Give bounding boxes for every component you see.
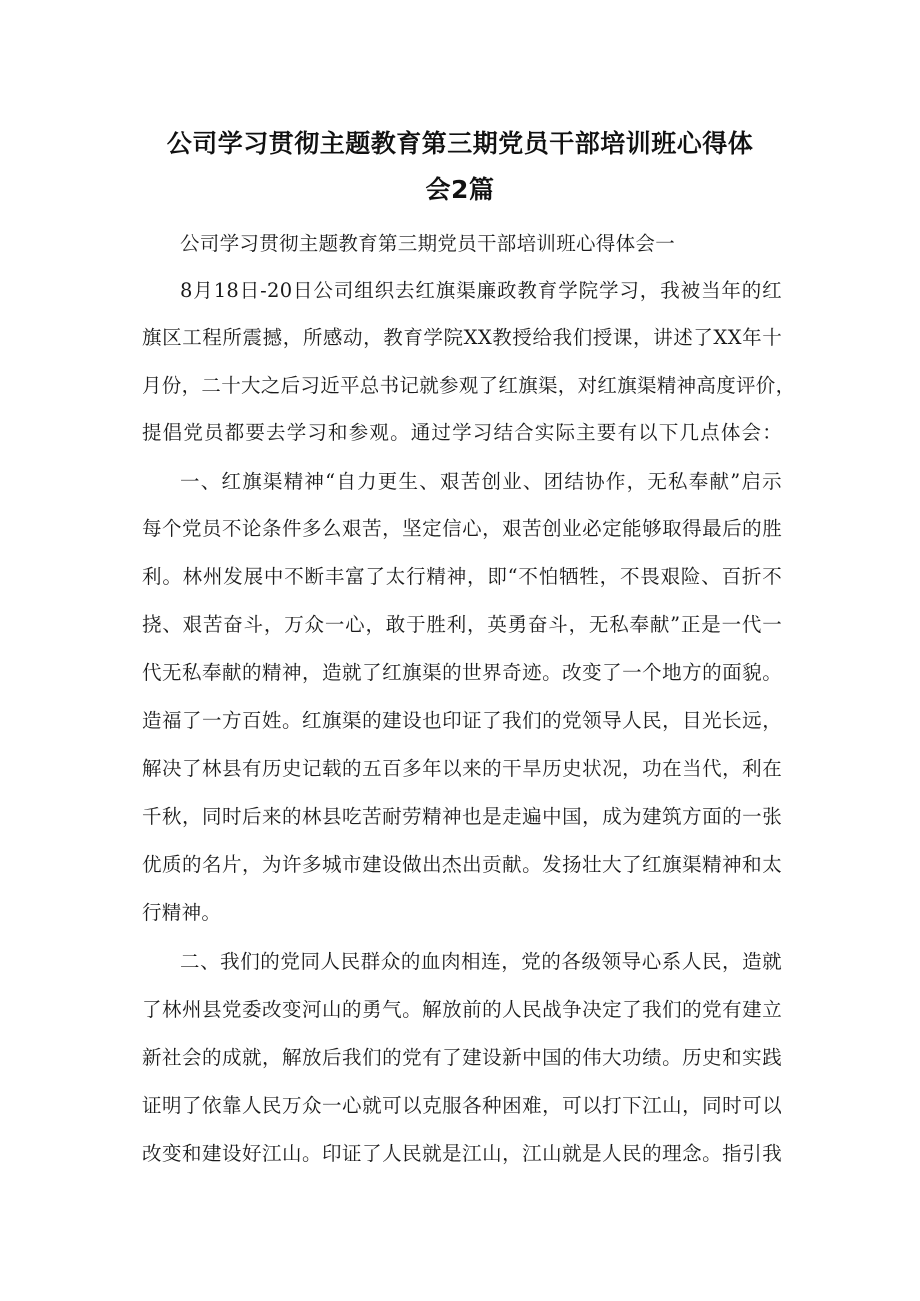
body-line: 每个党员不论条件多么艰苦，坚定信心，艰苦创业必定能够取得最后的胜: [142, 517, 782, 540]
body-line: 旗区工程所震撼，所感动，教育学院XX教授给我们授课，讲述了XX年十: [142, 326, 782, 349]
body-line: 提倡党员都要去学习和参观。通过学习结合实际主要有以下几点体会：: [142, 421, 782, 444]
body-line: 利。林州发展中不断丰富了太行精神，即“不怕牺牲，不畏艰险、百折不: [142, 565, 782, 588]
body-line: 行精神。: [142, 901, 222, 924]
body-line: 优质的名片，为许多城市建设做出杰出贡献。发扬壮大了红旗渠精神和太: [142, 853, 782, 876]
body-line: 解决了林县有历史记载的五百多年以来的干旱历史状况，功在当代，利在: [142, 757, 782, 780]
body-line: 挠、艰苦奋斗，万众一心，敢于胜利，英勇奋斗，无私奉献”正是一代一: [142, 613, 782, 636]
body-line: 代无私奉献的精神，造就了红旗渠的世界奇迹。改变了一个地方的面貌。: [142, 661, 782, 684]
body-line: 造福了一方百姓。红旗渠的建设也印证了我们的党领导人民，目光长远，: [142, 709, 782, 732]
document-title-line-1: 公司学习贯彻主题教育第三期党员干部培训班心得体: [166, 129, 754, 158]
body-line: 8月18日-20日公司组织去红旗渠廉政教育学院学习，我被当年的红: [180, 279, 782, 302]
document-title-line-2: 会2篇: [425, 175, 495, 204]
body-line: 改变和建设好江山。印证了人民就是江山，江山就是人民的理念。指引我: [142, 1142, 782, 1165]
body-line: 月份，二十大之后习近平总书记就参观了红旗渠，对红旗渠精神高度评价，: [142, 374, 796, 397]
body-line: 新社会的成就，解放后我们的党有了建设新中国的伟大功绩。历史和实践: [142, 1046, 782, 1069]
body-line: 二、我们的党同人民群众的血肉相连，党的各级领导心系人民，造就: [180, 950, 782, 973]
body-line: 了林州县党委改变河山的勇气。解放前的人民战争决定了我们的党有建立: [142, 998, 782, 1021]
body-line: 证明了依靠人民万众一心就可以克服各种困难，可以打下江山，同时可以: [142, 1094, 782, 1117]
body-line: 千秋，同时后来的林县吃苦耐劳精神也是走遍中国，成为建筑方面的一张: [142, 805, 782, 828]
body-line: 一、红旗渠精神“自力更生、艰苦创业、团结协作，无私奉献”启示: [180, 470, 782, 493]
section-heading: 公司学习贯彻主题教育第三期党员干部培训班心得体会一: [180, 232, 676, 255]
